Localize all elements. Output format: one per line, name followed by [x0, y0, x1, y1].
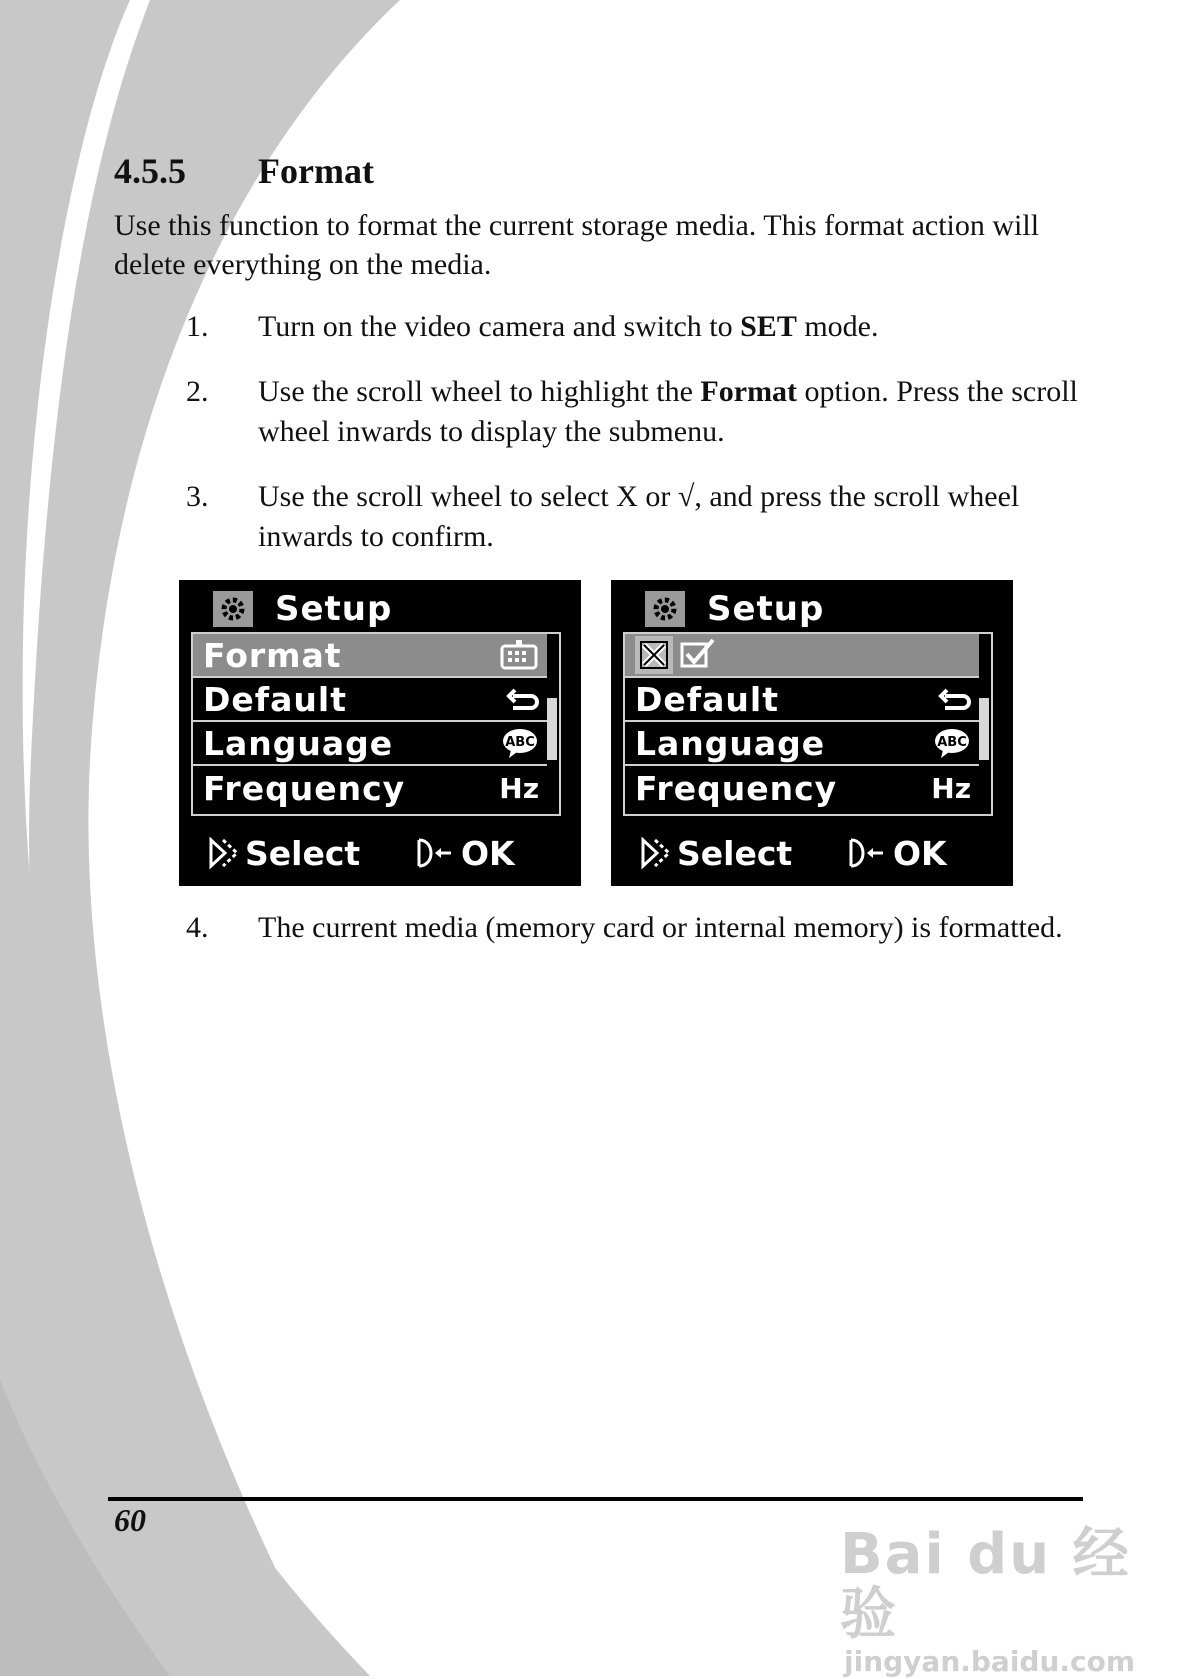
gear-icon — [645, 591, 685, 627]
scrollbar — [547, 636, 557, 812]
watermark-brand: Bai du 经验 — [840, 1522, 1131, 1647]
gear-icon — [213, 591, 253, 627]
screen-title: Setup — [707, 589, 825, 629]
ok-label: OK — [461, 833, 515, 873]
baidu-watermark — [840, 1522, 1188, 1679]
confirm-check-icon[interactable] — [679, 636, 717, 674]
menu-list — [623, 632, 993, 816]
lcd-screen-format-submenu — [611, 580, 1013, 886]
abc-icon — [501, 726, 539, 760]
scrollbar-thumb — [979, 698, 989, 760]
page-number: 60 — [114, 1502, 146, 1538]
menu-item-default[interactable]: Default — [193, 678, 547, 722]
menu-item-language[interactable]: Language ABC — [193, 722, 547, 766]
ok-label: OK — [893, 833, 947, 873]
menu-list — [191, 632, 561, 816]
press-ok-icon — [415, 836, 461, 870]
default-icon — [937, 682, 971, 716]
intro-paragraph: Use this function to format the current storage media. This format action will delete everything on the media. — [114, 209, 1040, 281]
scroll-select-icon — [637, 836, 677, 870]
section-heading — [114, 150, 374, 192]
screen-title: Setup — [275, 589, 393, 629]
footer-rule — [108, 1497, 1083, 1501]
menu-item-default[interactable]: Default — [625, 678, 979, 722]
svg-text:ABC: ABC — [937, 735, 967, 750]
menu-item-format-confirm[interactable] — [625, 634, 979, 678]
watermark-url: jingyan.baidu.com — [844, 1645, 1136, 1678]
hz-label: Hz — [499, 771, 539, 805]
step-2: 2. Use the scroll wheel to highlight the Format option. Press the scroll wheel inwards to display the submenu. — [186, 375, 1078, 448]
scrollbar-thumb — [547, 698, 557, 760]
select-label: Select — [677, 833, 793, 873]
step-1: 1. Turn on the video camera and switch to SET mode. — [186, 310, 879, 343]
hz-label: Hz — [931, 771, 971, 805]
step-4: 4. The current media (memory card or internal memory) is formatted. — [186, 911, 1063, 944]
press-ok-icon — [847, 836, 893, 870]
scroll-select-icon — [205, 836, 245, 870]
section-number: 4.5.5 — [114, 151, 186, 191]
select-label: Select — [245, 833, 361, 873]
menu-item-frequency[interactable]: Frequency Hz — [635, 768, 971, 808]
section-title: Format — [258, 151, 374, 191]
format-icon — [499, 638, 539, 672]
screen-footer — [205, 832, 565, 874]
menu-item-frequency[interactable]: Frequency Hz — [203, 768, 539, 808]
scrollbar — [979, 636, 989, 812]
screen-footer — [637, 832, 997, 874]
step-3: 3. Use the scroll wheel to select X or √, and press the scroll wheel inwards to confirm. — [186, 480, 1020, 553]
lcd-screen-setup-menu — [179, 580, 581, 886]
cancel-x-icon[interactable] — [635, 636, 673, 674]
menu-item-language[interactable]: Language ABC — [625, 722, 979, 766]
svg-text:ABC: ABC — [505, 735, 535, 750]
default-icon — [505, 682, 539, 716]
abc-icon — [933, 726, 971, 760]
menu-item-format[interactable]: Format — [193, 634, 547, 678]
